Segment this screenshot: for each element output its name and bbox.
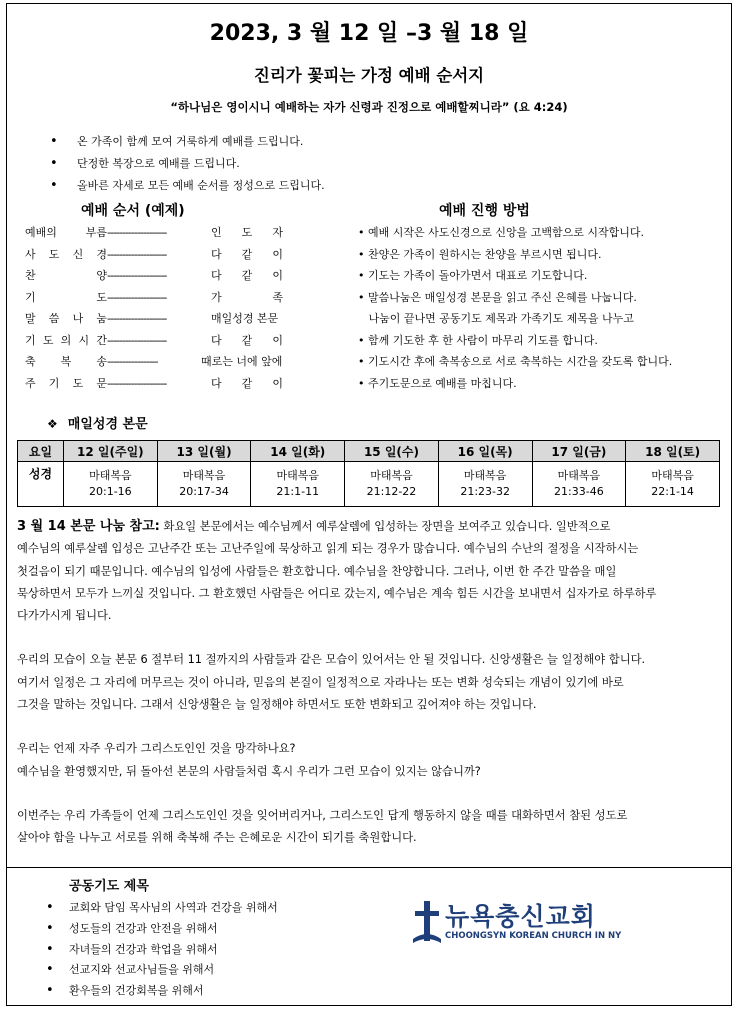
- order-list: [25, 224, 283, 396]
- church-logo: [411, 897, 621, 953]
- order-name: 찬 양: [25, 269, 107, 282]
- sharing-text: 화요일 본문에서는 예수님께서 예루살렘에 입성하는 장면을 보여주고 있습니다. 일반적으로: [159, 520, 611, 533]
- worship-notes: [47, 133, 325, 199]
- table-cell: [532, 462, 626, 507]
- order-dashes: --------------------: [107, 312, 167, 325]
- table-header-cell: 요일: [18, 441, 64, 462]
- cell-ref: 21:33-46: [554, 485, 604, 498]
- order-row: [25, 310, 283, 332]
- sharing-line: 예수님을 환영했지만, 뒤 돌아선 본문의 사람들처럼 혹시 우리가 그런 모습이 있지는 않습니까?: [17, 764, 481, 778]
- order-leader: 다 같 이: [211, 376, 283, 390]
- order-row: [25, 375, 283, 397]
- table-header-cell: 16 일(목): [438, 441, 532, 462]
- order-leader: 가 족: [211, 290, 283, 304]
- prayer-item: • 교회와 담임 목사님의 사역과 건강을 위해서: [43, 899, 278, 920]
- church-name-english: CHOONGSYN KOREAN CHURCH IN NY: [445, 931, 622, 941]
- order-name: 예배의 부름: [25, 226, 107, 239]
- daily-bible-title: 매일성경 본문: [67, 417, 148, 432]
- method-line: • 예배 시작은 사도신경으로 신앙을 고백함으로 시작합니다.: [358, 226, 644, 239]
- order-dashes: --------------------: [107, 376, 167, 390]
- note-item: • 온 가족이 함께 모여 거룩하게 예배를 드립니다.: [47, 133, 325, 155]
- method-line: • 주기도문으로 예배를 마칩니다.: [358, 376, 517, 390]
- order-name: 기 도: [25, 290, 107, 304]
- main-section: [7, 4, 731, 868]
- order-dashes: -----------------: [107, 355, 158, 368]
- order-row: [25, 289, 283, 311]
- cell-ref: 22:1-14: [651, 485, 694, 498]
- prayer-title: 공동기도 제목: [69, 879, 149, 894]
- table-row-label: 성경: [18, 462, 64, 507]
- table-cell: [64, 462, 158, 507]
- sharing-paragraph: [17, 516, 725, 538]
- prayer-item: • 선교지와 선교사님들을 위해서: [43, 961, 278, 982]
- table-header-cell: 18 일(토): [626, 441, 720, 462]
- order-dashes: --------------------: [107, 226, 167, 239]
- cell-book: 마태복음: [557, 469, 601, 482]
- table-header-row: [18, 441, 720, 462]
- order-dashes: --------------------: [107, 333, 167, 347]
- sharing-section: [17, 516, 725, 850]
- sharing-line: 여기서 일정은 그 자리에 머무르는 것이 아니라, 믿음의 본질이 일정적으로 자라나는 또는 변화 성숙되는 개념이 있기에 바로: [17, 675, 624, 689]
- order-leader: 때로는 너에 앞에: [201, 355, 283, 368]
- table-cell: [438, 462, 532, 507]
- order-name: 축 복 송: [25, 355, 107, 368]
- prayer-list: [43, 899, 278, 1003]
- note-item: • 올바른 자세로 모든 예배 순서를 정성으로 드립니다.: [47, 177, 325, 199]
- order-leader: 매일성경 본문: [211, 312, 279, 325]
- bible-verse: “하나님은 영이시니 예배하는 자가 신령과 진정으로 예배할찌니라” (요 4:24): [170, 100, 568, 114]
- order-title: 예배 순서 (예제): [81, 203, 185, 219]
- sharing-line: 이번주는 우리 가족들이 언제 그리스도인인 것을 잊어버리거나, 그리스도인 답게 행동하지 않을 때를 대화하면서 참된 성도로: [17, 808, 628, 822]
- order-name: 주 기 도 문: [25, 376, 107, 390]
- order-row: [25, 353, 283, 375]
- table-row: [18, 462, 720, 507]
- order-leader: 다 같 이: [211, 333, 283, 347]
- sharing-line: 살아야 함을 나누고 서로를 위해 축복해 주는 은혜로운 시간이 되기를 축원합니다.: [17, 831, 417, 845]
- table-cell: [345, 462, 439, 507]
- prayer-item: • 성도들의 건강과 안전을 위해서: [43, 920, 278, 941]
- prayer-item: • 자녀들의 건강과 학업을 위해서: [43, 941, 278, 962]
- sharing-line: 묵상하면서 모두가 느끼실 것입니다. 그 환호했던 사람들은 어디로 갔는지, 예수님은 계속 힘든 시간을 보내면서 십자가로 하루하루: [17, 586, 657, 600]
- order-name: 사 도 신 경: [25, 247, 107, 261]
- sharing-line: 첫걸음이 되기 때문입니다. 예수님의 입성에 사람들은 환호합니다. 예수님을 찬양합니다. 그러나, 이번 한 주간 말씀을 매일: [17, 564, 617, 578]
- diamond-bullet-icon: ❖: [47, 417, 58, 431]
- order-dashes: --------------------: [107, 269, 167, 282]
- cell-ref: 20:17-34: [179, 485, 229, 498]
- cell-book: 마태복음: [651, 469, 694, 482]
- order-leader: 인 도 자: [211, 226, 283, 239]
- table-cell: [251, 462, 345, 507]
- cell-ref: 21:12-22: [366, 485, 417, 498]
- table-cell: [626, 462, 720, 507]
- daily-bible-heading: [47, 413, 148, 432]
- method-list: [358, 224, 672, 396]
- order-row: [25, 267, 283, 289]
- cell-ref: 21:1-11: [276, 485, 320, 498]
- table-cell: [157, 462, 251, 507]
- note-item: • 단정한 복장으로 예배를 드립니다.: [47, 155, 325, 177]
- order-dashes: --------------------: [107, 290, 167, 304]
- sharing-line: 우리의 모습이 오늘 본문 6 절부터 11 절까지의 사람들과 같은 모습이 있어서는 안 될 것입니다. 신앙생활은 늘 일정해야 합니다.: [17, 653, 646, 667]
- method-line: • 함께 기도한 후 한 사람이 마무리 기도를 합니다.: [358, 333, 598, 347]
- cell-book: 마태복음: [276, 469, 320, 482]
- method-line: 나눔이 끝나면 공동기도 제목과 가족기도 제목을 나누고: [358, 312, 634, 325]
- cell-ref: 21:23-32: [460, 485, 510, 498]
- prayer-item: • 환우들의 건강회복을 위해서: [43, 982, 278, 1003]
- cell-ref: 20:1-16: [89, 485, 132, 498]
- page-title: 2023, 3 월 12 일 –3 월 18 일: [209, 21, 529, 46]
- method-line: • 기도시간 후에 축복송으로 서로 축복하는 시간을 갖도록 합니다.: [358, 355, 673, 368]
- sharing-lead: 3 월 14 본문 나눔 참고:: [17, 519, 160, 534]
- bulletin-page: [6, 3, 732, 1006]
- sharing-line: 다가가시게 됩니다.: [17, 609, 112, 623]
- cell-book: 마태복음: [463, 469, 507, 482]
- page-subtitle: 진리가 꽃피는 가정 예배 순서지: [253, 66, 485, 85]
- method-line: • 말씀나눔은 매일성경 본문을 읽고 주신 은혜를 나눕니다.: [358, 290, 637, 304]
- table-header-cell: 12 일(주일): [64, 441, 158, 462]
- sharing-line: 예수님의 예루살렘 입성은 고난주간 또는 고난주일에 묵상하고 읽게 되는 경우가 많습니다. 예수님의 수난의 절정을 시작하시는: [17, 542, 639, 556]
- order-row: [25, 332, 283, 354]
- order-dashes: --------------------: [107, 247, 167, 261]
- table-header-cell: 14 일(화): [251, 441, 345, 462]
- method-title: 예배 진행 방법: [439, 203, 530, 219]
- cell-book: 마태복음: [89, 469, 132, 482]
- order-row: [25, 224, 283, 246]
- sharing-line: 우리는 언제 자주 우리가 그리스도인인 것을 망각하나요?: [17, 742, 296, 756]
- table-header-cell: 13 일(월): [157, 441, 251, 462]
- cross-logo-icon: [411, 899, 443, 949]
- method-line: • 기도는 가족이 돌아가면서 대표로 기도합니다.: [358, 269, 588, 282]
- order-leader: 다 같 이: [211, 269, 283, 282]
- order-name: 기 도 의 시 간: [25, 333, 107, 347]
- table-header-cell: 17 일(금): [532, 441, 626, 462]
- order-row: [25, 246, 283, 268]
- cell-book: 마태복음: [182, 469, 226, 482]
- daily-bible-table: [17, 440, 720, 507]
- order-name: 말 씀 나 눔: [25, 312, 107, 325]
- sharing-line: 그것을 말하는 것입니다. 그래서 신앙생활은 늘 일정해야 하면서도 또한 변화되고 깊어져야 하는 것입니다.: [17, 698, 537, 712]
- cell-book: 마태복음: [370, 469, 413, 482]
- method-line: • 찬양은 가족이 원하시는 찬양을 부르시면 됩니다.: [358, 247, 602, 261]
- order-leader: 다 같 이: [211, 247, 283, 261]
- table-header-cell: 15 일(수): [345, 441, 439, 462]
- church-name: 뉴욕충신교회: [445, 902, 596, 931]
